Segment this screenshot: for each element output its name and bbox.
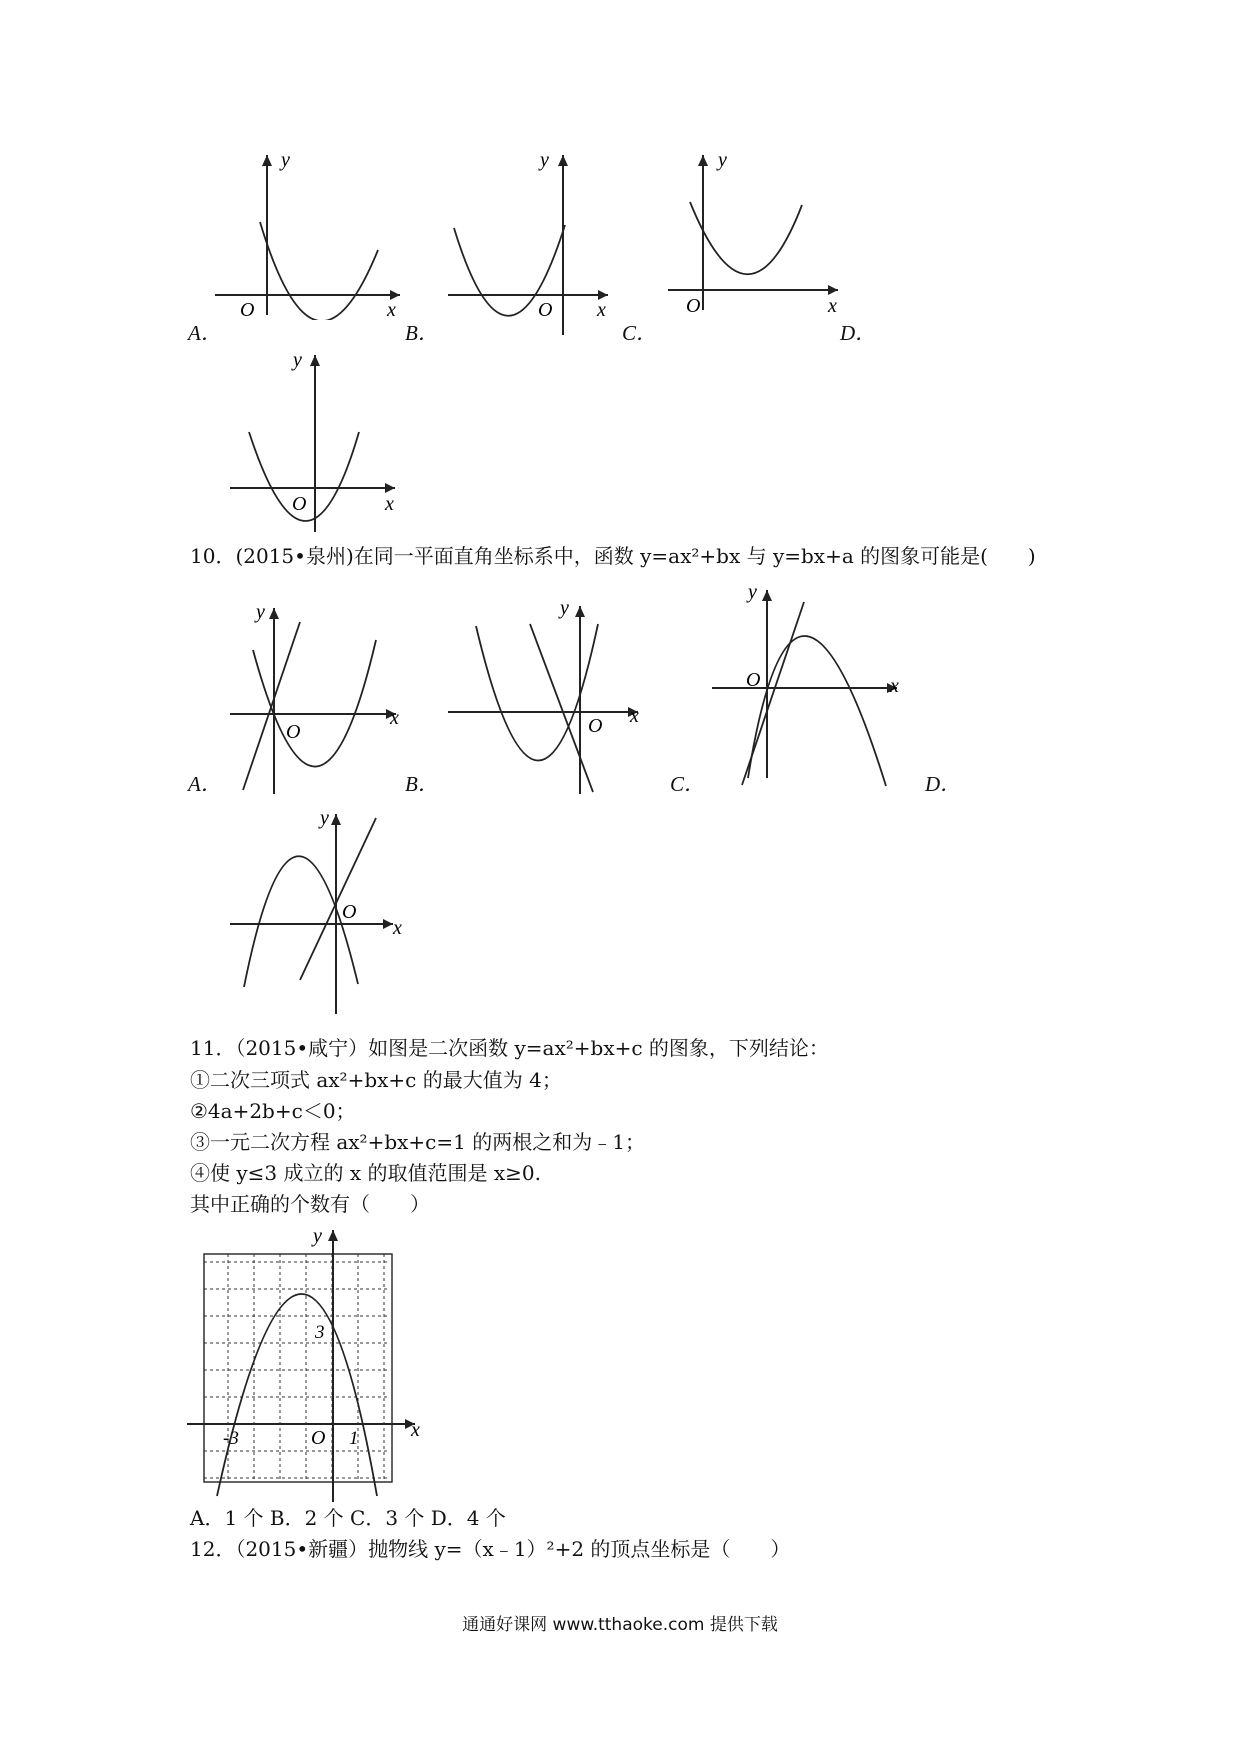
q9b-x-label: x [597,299,606,321]
q10-graph-d [228,802,428,1021]
q9c-origin-label: O [686,295,701,317]
q9-graph-b [448,150,638,344]
q11-graph-y-label: y [313,1225,322,1247]
q9a-y-label: y [281,150,290,171]
q11-question-text: 11．（2015•咸宁）如图是二次函数 y=ax²+bx+c 的图象，下列结论： [190,1036,829,1060]
q10a-origin-label: O [286,721,301,743]
q10c-origin-label: O [746,669,761,691]
q11-conclusion-3: ③一元二次方程 ax²+bx+c=1 的两根之和为﹣1； [190,1130,645,1154]
q11-answer-choices: A．1 个 B．2 个 C．3 个 D．4 个 [190,1506,506,1530]
q10-option-a: A． [188,772,222,796]
q10c-y-label: y [748,581,757,603]
q10-graph-a [228,598,408,802]
q11-graph-x-label: x [411,1419,420,1441]
q9-graph-c [668,150,843,324]
q9-option-a: A． [188,321,222,345]
q12-question-text: 12．（2015•新疆）抛物线 y=（x﹣1）²+2 的顶点坐标是（ ） [190,1537,791,1561]
q9c-x-label: x [828,295,837,317]
q10a-y-label: y [256,601,265,623]
q9b-origin-label: O [538,299,553,321]
q11-graph [185,1222,430,1506]
q10d-origin-label: O [342,901,357,923]
page-footer: 通通好课网 www.tthaoke.com 提供下载 [462,1615,778,1635]
q10-option-d: D． [925,772,962,796]
q10-option-b: B． [405,772,439,796]
q11-conclusion-2: ②4a+2b+c＜0； [190,1099,356,1123]
q9-option-b: B． [405,321,439,345]
q9-option-d: D． [840,321,877,345]
q9b-y-label: y [540,150,549,171]
q10-graph-c [712,580,912,794]
q11-conclusion-1: ①二次三项式 ax²+bx+c 的最大值为 4； [190,1068,562,1092]
q11-graph-origin-label: O [311,1427,326,1449]
q10b-y-label: y [560,597,569,619]
q9-graph-a [215,150,405,324]
q11-graph-y-tick-3: 3 [315,1322,325,1343]
q9d-origin-label: O [292,493,307,515]
q11-conclusion-4: ④使 y≤3 成立的 x 的取值范围是 x≥0. [190,1161,541,1185]
q10b-origin-label: O [588,715,603,737]
q9-option-c: C． [622,321,658,345]
q10d-y-label: y [320,807,329,829]
q9d-y-label: y [293,350,302,371]
q11-graph-x-tick-neg3: -3 [223,1428,239,1449]
q10b-x-label: x [630,705,639,727]
q11-question-tail: 其中正确的个数有（ ） [190,1192,430,1216]
q9a-x-label: x [387,299,396,320]
q10-graph-b [448,596,648,800]
q10c-x-label: x [890,675,899,697]
q11-graph-x-tick-1: 1 [349,1428,359,1449]
q10-question-text: 10．(2015•泉州)在同一平面直角坐标系中，函数 y=ax²+bx 与 y=bx+a 的图象可能是( ) [190,544,1036,568]
q9a-origin-label: O [240,299,255,320]
q9-graph-d [225,350,405,539]
q10a-x-label: x [390,707,399,729]
q10-option-c: C． [670,772,706,796]
q9c-y-label: y [718,150,727,171]
q9d-x-label: x [385,493,394,515]
q10d-x-label: x [393,917,402,939]
